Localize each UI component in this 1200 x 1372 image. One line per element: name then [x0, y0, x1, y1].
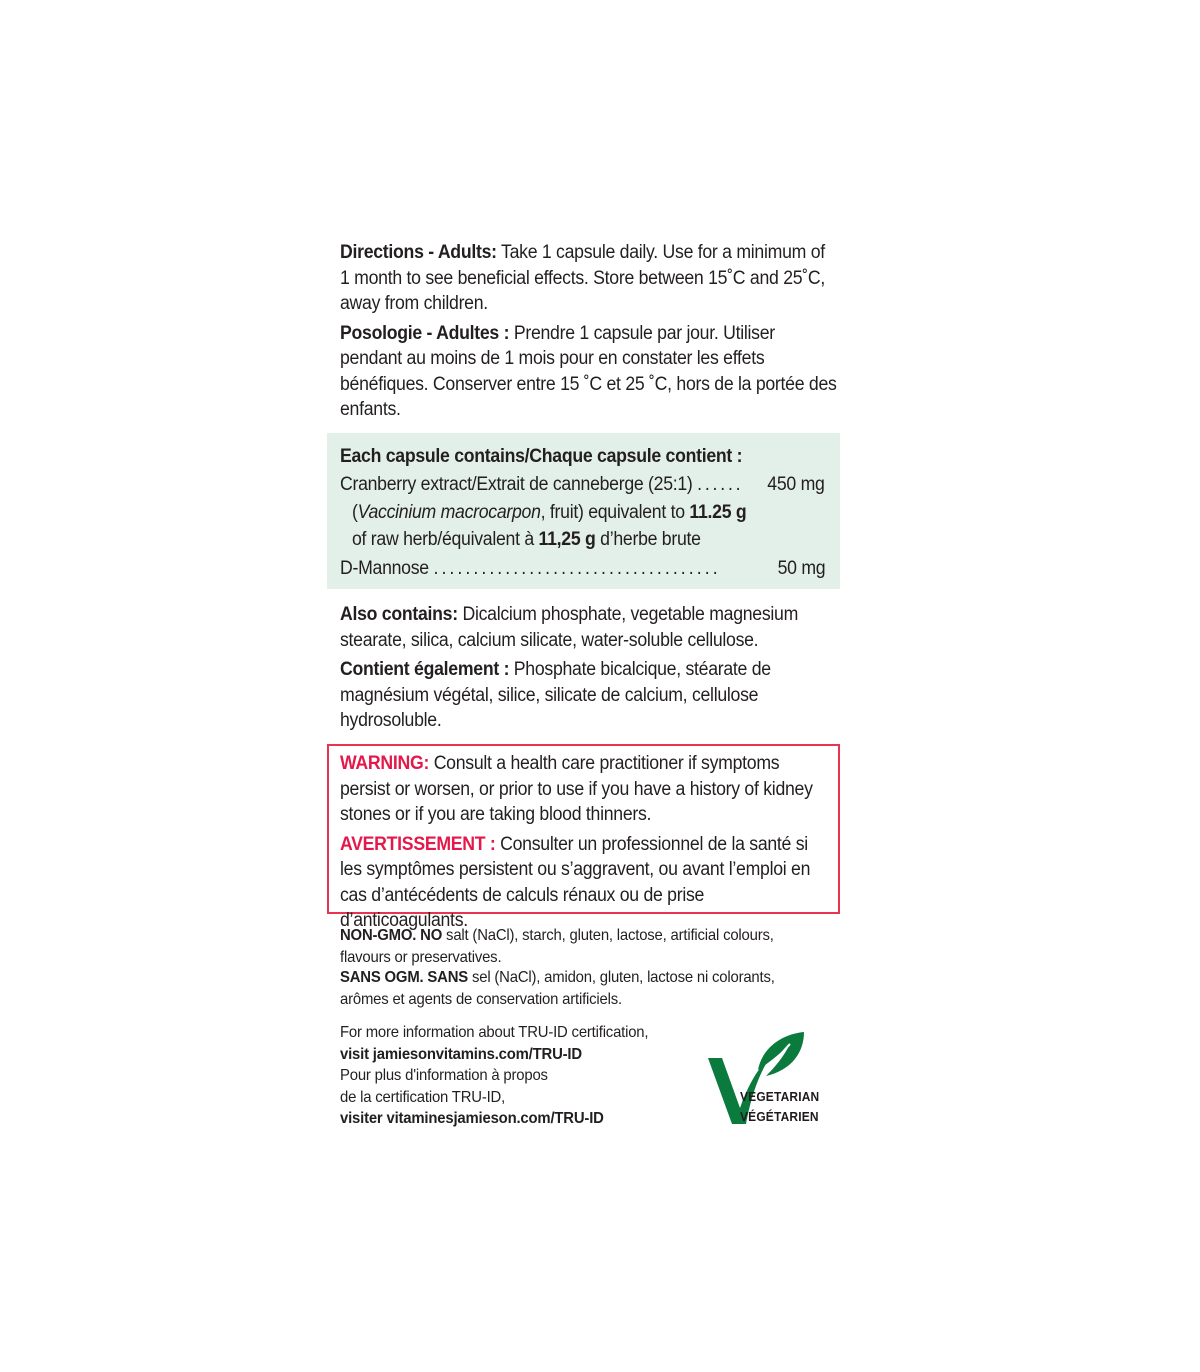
warning-fr	[340, 832, 833, 934]
tru-id-info	[340, 1022, 693, 1130]
equiv-en: 11.25 g	[689, 502, 747, 523]
warning-en-text: Consult a health care practitioner if symptoms persist or worsen, or prior to use if you have a history of kidney stones or if you are taking blood thinners.	[340, 753, 813, 825]
directions-en-text: Take 1 capsule daily. Use for a minimum of 1 month to see beneficial effects. Store between 15˚C and 25˚C, away from children.	[340, 242, 826, 314]
tru-id-line4: de la certification TRU-ID,	[340, 1088, 506, 1106]
cranberry-dots: ......	[697, 474, 744, 495]
mannose-row	[340, 556, 721, 582]
mannose-amount: 50 mg	[777, 558, 825, 579]
also-contains-en	[340, 602, 838, 653]
mannose-name: D-Mannose	[340, 558, 429, 579]
also-contains-en-label: Also contains:	[340, 604, 458, 625]
also-contains-section	[340, 602, 840, 734]
directions-section	[340, 240, 840, 423]
non-gmo-en	[340, 925, 824, 968]
non-gmo-fr	[340, 967, 824, 1010]
raw-en: of raw herb/équivalent à	[352, 529, 539, 550]
latin-name: Vaccinium macrocarpon	[357, 502, 541, 523]
cranberry-amount: 450 mg	[767, 474, 825, 495]
non-gmo-fr-text: sel (NaCl), amidon, gluten, lactose ni colorants, arômes et agents de conservation artificiels.	[340, 969, 775, 1008]
directions-fr	[340, 321, 838, 423]
vegetarian-label-en: VEGETARIAN	[740, 1089, 820, 1104]
equiv-fr: 11,25 g	[538, 529, 596, 550]
non-gmo-en-label: NON-GMO. NO	[340, 927, 443, 944]
directions-fr-label: Posologie - Adultes :	[340, 322, 510, 344]
ingredients-heading: Each capsule contains/Chaque capsule contient :	[340, 446, 743, 467]
cranberry-name: Cranberry extract/Extrait de canneberge (25:1)	[340, 474, 693, 495]
mannose-dots: ....................................	[433, 558, 721, 579]
warning-en	[340, 751, 833, 828]
latin-rest: , fruit) equivalent to	[540, 502, 690, 523]
warning-fr-label: AVERTISSEMENT :	[340, 833, 496, 855]
raw-fr: d’herbe brute	[595, 529, 701, 550]
non-gmo-fr-label: SANS OGM. SANS	[340, 969, 469, 986]
warning-section	[340, 751, 835, 934]
tru-id-line1: For more information about TRU-ID certification,	[340, 1024, 649, 1041]
also-contains-fr-text: Phosphate bicalcique, stéarate de magnésium végétal, silice, silicate de calcium, cellulose hydrosoluble.	[340, 659, 771, 731]
warning-en-label: WARNING:	[340, 753, 430, 774]
tru-id-link-fr[interactable]: visiter vitaminesjamieson.com/TRU-ID	[340, 1110, 604, 1127]
cranberry-raw-line	[352, 527, 701, 553]
directions-fr-text: Prendre 1 capsule par jour. Utiliser pendant au moins de 1 mois pour en constater les effets bénéfiques. Conserver entre 15 ˚C et 25 ˚C, hors de la portée des enfants.	[340, 322, 837, 420]
also-contains-fr-label: Contient également :	[340, 659, 510, 680]
directions-en	[340, 240, 838, 317]
cranberry-latin-line	[352, 500, 746, 526]
also-contains-en-text: Dicalcium phosphate, vegetable magnesium stearate, silica, calcium silicate, water-soluble cellulose.	[340, 604, 799, 651]
directions-en-label: Directions - Adults:	[340, 242, 497, 263]
warning-fr-text: Consulter un professionnel de la santé si les symptômes persistent ou s’aggravent, ou avant l’emploi en cas d’antécédents de calculs rénaux ou de prise d’anticoagulants.	[340, 833, 811, 931]
tru-id-line3: Pour plus d'information à propos	[340, 1067, 548, 1084]
paren-open: (	[352, 502, 358, 523]
tru-id-link-en[interactable]: visit jamiesonvitamins.com/TRU-ID	[340, 1045, 582, 1063]
also-contains-fr	[340, 657, 838, 734]
vegetarian-label-fr: VÉGÉTARIEN	[740, 1109, 819, 1124]
cranberry-row	[340, 472, 743, 498]
non-gmo-en-text: salt (NaCl), starch, gluten, lactose, artificial colours, flavours or preservatives.	[340, 927, 774, 966]
